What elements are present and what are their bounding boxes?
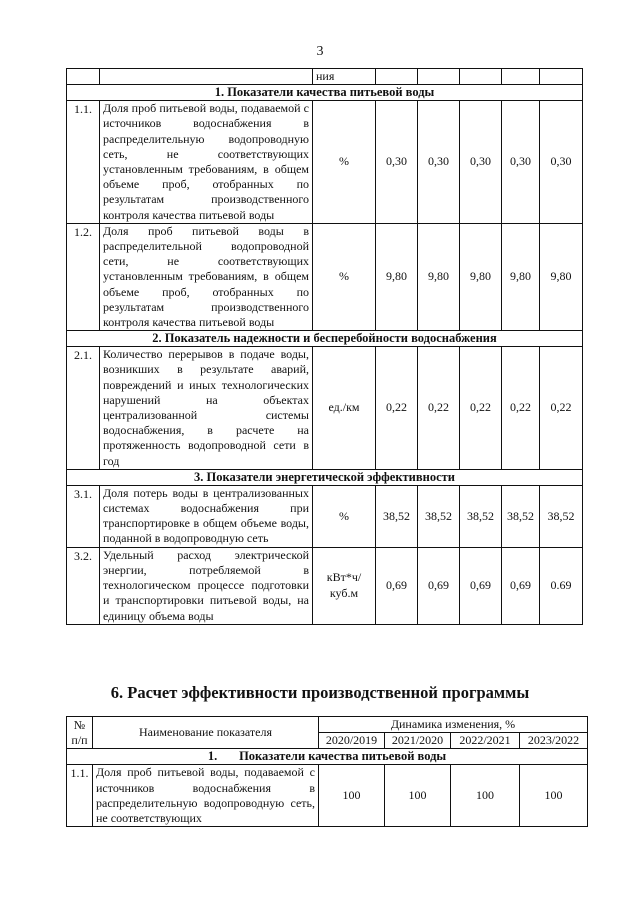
row-number: 1.2. xyxy=(67,223,100,330)
row-value: 9,80 xyxy=(460,223,502,330)
section-number: 1. xyxy=(207,749,218,764)
row-number: 1.1. xyxy=(67,101,100,224)
row-unit: % xyxy=(313,485,376,547)
col-dynamics-header: Динамика изменения, % xyxy=(319,717,588,733)
row-value: 38,52 xyxy=(418,485,460,547)
row-value: 0,69 xyxy=(460,547,502,624)
section-title: 3. Показатели энергетической эффективности xyxy=(67,469,583,485)
section-heading: 6. Расчет эффективности производственной программы xyxy=(110,683,530,702)
row-number: 1.1. xyxy=(67,765,93,827)
section-row xyxy=(67,331,583,347)
row-value: 0,30 xyxy=(376,101,418,224)
row-value: 100 xyxy=(520,765,588,827)
row-value: 100 xyxy=(451,765,520,827)
page-number: 3 xyxy=(316,44,324,59)
row-value: 0,69 xyxy=(502,547,540,624)
row-value: 0.69 xyxy=(540,547,583,624)
section-row xyxy=(67,85,583,101)
table-row xyxy=(67,347,583,470)
carry-over-row xyxy=(67,69,583,85)
row-name: Количество перерывов в подаче воды, возникших в результате аварий, повреждений и иных технологических нарушений на объектах централизованной системы водоснабжения, в расчете на протяженность водопроводной сети в год xyxy=(100,347,313,470)
year-header: 2021/2020 xyxy=(385,733,451,749)
year-header: 2023/2022 xyxy=(520,733,588,749)
section-label: Показатели качества питьевой воды xyxy=(239,749,447,764)
row-value: 0,30 xyxy=(540,101,583,224)
row-number: 3.2. xyxy=(67,547,100,624)
section-title: 2. Показатель надежности и бесперебойности водоснабжения xyxy=(67,331,583,347)
section-title: 1. Показатели качества питьевой воды xyxy=(67,85,583,101)
row-value: 0,30 xyxy=(502,101,540,224)
row-value: 38,52 xyxy=(460,485,502,547)
row-unit: ед./км xyxy=(313,347,376,470)
row-name: Доля потерь воды в централизованных системах водоснабжения при транспортировке в общем объеме воды, поданной в водопроводную сеть xyxy=(100,485,313,547)
row-value: 0,22 xyxy=(376,347,418,470)
section-title xyxy=(67,749,588,765)
row-unit: % xyxy=(313,101,376,224)
row-unit: % xyxy=(313,223,376,330)
row-number: 2.1. xyxy=(67,347,100,470)
year-header: 2022/2021 xyxy=(451,733,520,749)
row-value: 9,80 xyxy=(540,223,583,330)
row-name: Доля проб питьевой воды, подаваемой с источников водоснабжения в распределительную водопроводную сеть, не соответствующих установленным требованиям, в общем объеме проб, отобранных по результатам производственного контроля качества питьевой воды xyxy=(100,101,313,224)
table-row xyxy=(67,765,588,827)
table-row xyxy=(67,223,583,330)
carry-unit: ния xyxy=(313,69,376,85)
row-value: 38,52 xyxy=(502,485,540,547)
row-value: 9,80 xyxy=(502,223,540,330)
indicators-table xyxy=(66,68,583,625)
row-name: Доля проб питьевой воды в распределительной водопроводной сети, не соответствующих установленным требованиям, в общем объеме проб, отобранных по результатам производственного контроля качества питьевой воды xyxy=(100,223,313,330)
table-row xyxy=(67,101,583,224)
table-row xyxy=(67,485,583,547)
row-number: 3.1. xyxy=(67,485,100,547)
efficiency-table xyxy=(66,716,588,827)
row-value: 9,80 xyxy=(418,223,460,330)
row-value: 100 xyxy=(319,765,385,827)
row-value: 9,80 xyxy=(376,223,418,330)
row-value: 100 xyxy=(385,765,451,827)
row-name: Удельный расход электрической энергии, потребляемой в технологическом процессе подготовки и транспортировки питьевой воды, на единицу объема воды xyxy=(100,547,313,624)
row-value: 0,30 xyxy=(460,101,502,224)
row-value: 0,69 xyxy=(376,547,418,624)
row-unit: кВт*ч/ куб.м xyxy=(313,547,376,624)
row-name: Доля проб питьевой воды, подаваемой с источников водоснабжения в распределительную водопроводную сеть, не соответствующих xyxy=(93,765,319,827)
section-row xyxy=(67,469,583,485)
row-value: 0,22 xyxy=(418,347,460,470)
row-value: 38,52 xyxy=(540,485,583,547)
row-value: 0,22 xyxy=(540,347,583,470)
col-name-header: Наименование показателя xyxy=(93,717,319,749)
section-row xyxy=(67,749,588,765)
row-value: 0,69 xyxy=(418,547,460,624)
col-num-header: № п/п xyxy=(67,717,93,749)
row-value: 38,52 xyxy=(376,485,418,547)
year-header: 2020/2019 xyxy=(319,733,385,749)
row-value: 0,22 xyxy=(460,347,502,470)
row-value: 0,30 xyxy=(418,101,460,224)
row-value: 0,22 xyxy=(502,347,540,470)
table-row xyxy=(67,547,583,624)
